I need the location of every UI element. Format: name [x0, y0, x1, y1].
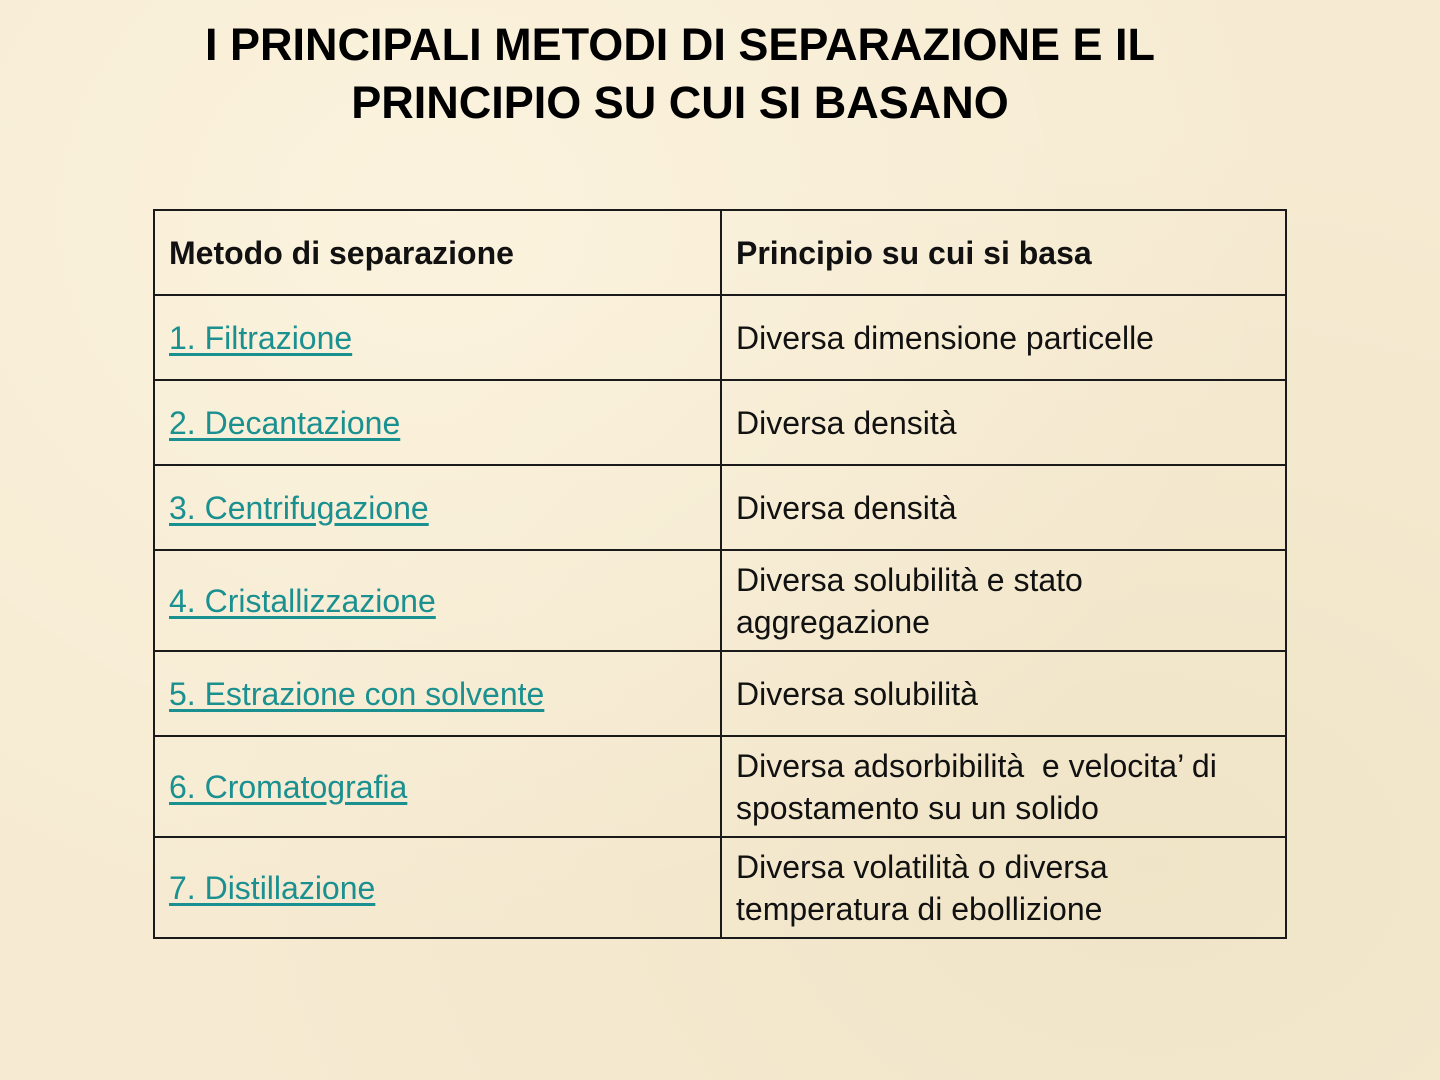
title-line-1: I PRINCIPALI METODI DI SEPARAZIONE E IL [204, 19, 1156, 70]
method-link-filtrazione[interactable]: 1. Filtrazione [169, 319, 353, 356]
principle-cell: Diversa densità [721, 465, 1286, 550]
method-link-cromatografia[interactable]: 6. Cromatografia [169, 768, 408, 805]
principle-cell: Diversa densità [721, 380, 1286, 465]
method-link-estrazione[interactable]: 5. Estrazione con solvente [169, 675, 545, 712]
header-method: Metodo di separazione [154, 210, 721, 295]
separation-methods-table [153, 209, 1287, 939]
principle-cell: Diversa adsorbibilità e velocita’ di spostamento su un solido [721, 736, 1286, 837]
principle-cell: Diversa solubilità [721, 651, 1286, 736]
table-row [154, 651, 1286, 736]
table-row [154, 837, 1286, 938]
table-row [154, 736, 1286, 837]
header-principle: Principio su cui si basa [721, 210, 1286, 295]
table-row [154, 295, 1286, 380]
table-row [154, 465, 1286, 550]
slide-title [0, 16, 1360, 132]
table-row [154, 550, 1286, 651]
title-line-2: PRINCIPIO SU CUI SI BASANO [351, 77, 1009, 128]
principle-cell: Diversa dimensione particelle [721, 295, 1286, 380]
method-link-cristallizzazione[interactable]: 4. Cristallizzazione [169, 582, 436, 619]
principle-cell: Diversa solubilità e stato aggregazione [721, 550, 1286, 651]
method-link-decantazione[interactable]: 2. Decantazione [169, 404, 401, 441]
method-link-distillazione[interactable]: 7. Distillazione [169, 869, 376, 906]
table-header-row [154, 210, 1286, 295]
principle-cell: Diversa volatilità o diversa temperatura di ebollizione [721, 837, 1286, 938]
method-link-centrifugazione[interactable]: 3. Centrifugazione [169, 489, 429, 526]
table-row [154, 380, 1286, 465]
